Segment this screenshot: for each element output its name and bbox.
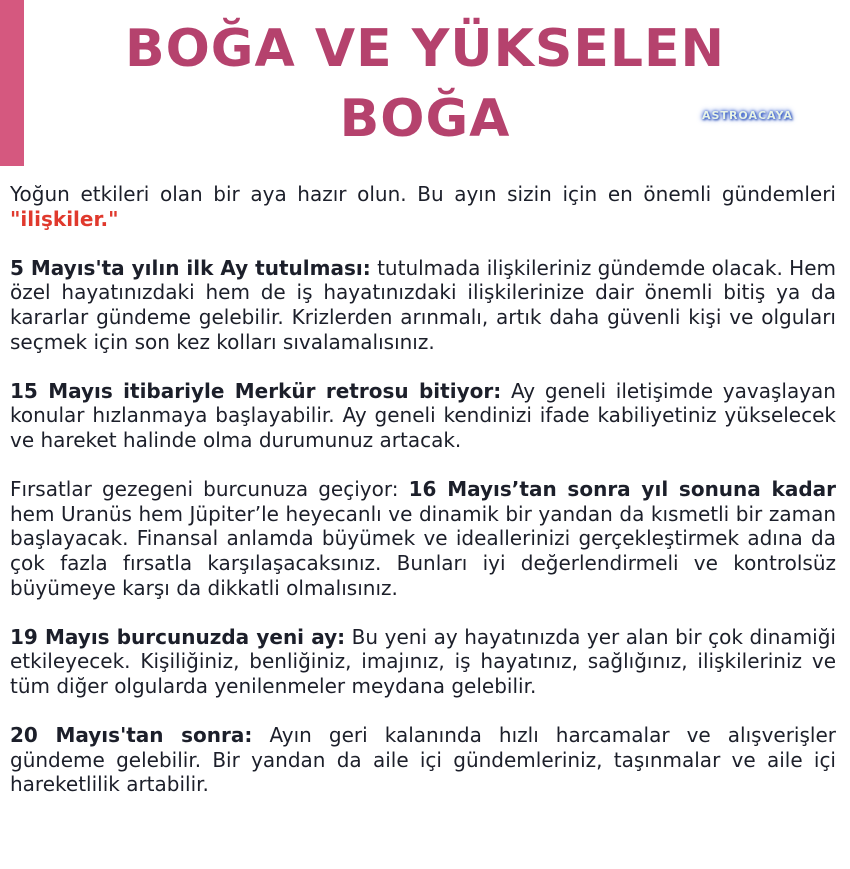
section-body: hem Uranüs hem Jüpiter’le heyecanlı ve dinamik bir yandan da kısmetli bir zaman başlayacak. Finansal anlamda büyümek ve ideallerinizi gerçekleştirmek adına da çok fazla fırsatla karşılaşacaksınız. Bunları iyi değerlendirmeli ve kontrolsüz büyümeye karşı da dikkatli olmalısınız. xyxy=(10,501,836,600)
title-line-1: BOĞA VE YÜKSELEN xyxy=(124,19,726,79)
section-body: tutulmada ilişkileriniz gündemde olacak. Hem özel hayatınızdaki hem de iş hayatınızdaki ilişkilerinize dair önemli bitiş ya da kararlar gündeme gelebilir. Krizlerden arınmalı, artık daha güvenli kişi ve olguları seçmek için son kez kolları sıvalamalısınız. xyxy=(10,255,836,354)
article-body xyxy=(10,182,836,797)
section-body: Bu yeni ay hayatınızda yer alan bir çok dinamiği etkileyecek. Kişiliğiniz, benliğiniz, imajınız, iş hayatınız, sağlığınız, ilişkileriniz ve tüm diğer olgularda yenilenmeler meydana gelebilir. xyxy=(10,624,836,698)
section-body: Ay geneli iletişimde yavaşlayan konular hızlanmaya başlayabilir. Ay geneli kendinizi ifade kabiliyetiniz yükselecek ve hareket halinde olma durumunuz artacak. xyxy=(10,378,836,452)
intro-text: Yoğun etkileri olan bir aya hazır olun. Bu ayın sizin için en önemli gündemleri xyxy=(10,182,836,206)
page-title xyxy=(60,14,790,154)
section-body: Ayın geri kalanında hızlı harcamalar ve alışverişler gündeme gelebilir. Bir yandan da aile içi gündemleriniz, taşınmalar ve aile içi hareketlilik artabilir. xyxy=(10,723,836,797)
intro-highlight: "ilişkiler." xyxy=(10,206,119,231)
title-line-2: BOĞA xyxy=(339,89,511,149)
section-lead: Fırsatlar gezegeni burcunuza geçiyor: xyxy=(10,477,409,502)
section-heading: 16 Mayıs’tan sonra yıl sonuna kadar xyxy=(408,477,837,502)
accent-bar xyxy=(0,0,24,166)
section-paragraph xyxy=(10,379,836,453)
watermark-logo: ASTROACAYA xyxy=(702,109,793,122)
section-heading: 5 Mayıs'ta yılın ilk Ay tutulması: xyxy=(10,255,371,280)
section-paragraph xyxy=(10,256,836,354)
section-heading: 15 Mayıs itibariyle Merkür retrosu bitiyor: xyxy=(10,378,502,403)
intro-paragraph xyxy=(10,182,836,231)
section-heading: 19 Mayıs burcunuzda yeni ay: xyxy=(10,624,346,649)
section-paragraph xyxy=(10,625,836,699)
section-paragraph xyxy=(10,477,836,600)
section-paragraph xyxy=(10,723,836,797)
section-heading: 20 Mayıs'tan sonra: xyxy=(10,723,253,748)
